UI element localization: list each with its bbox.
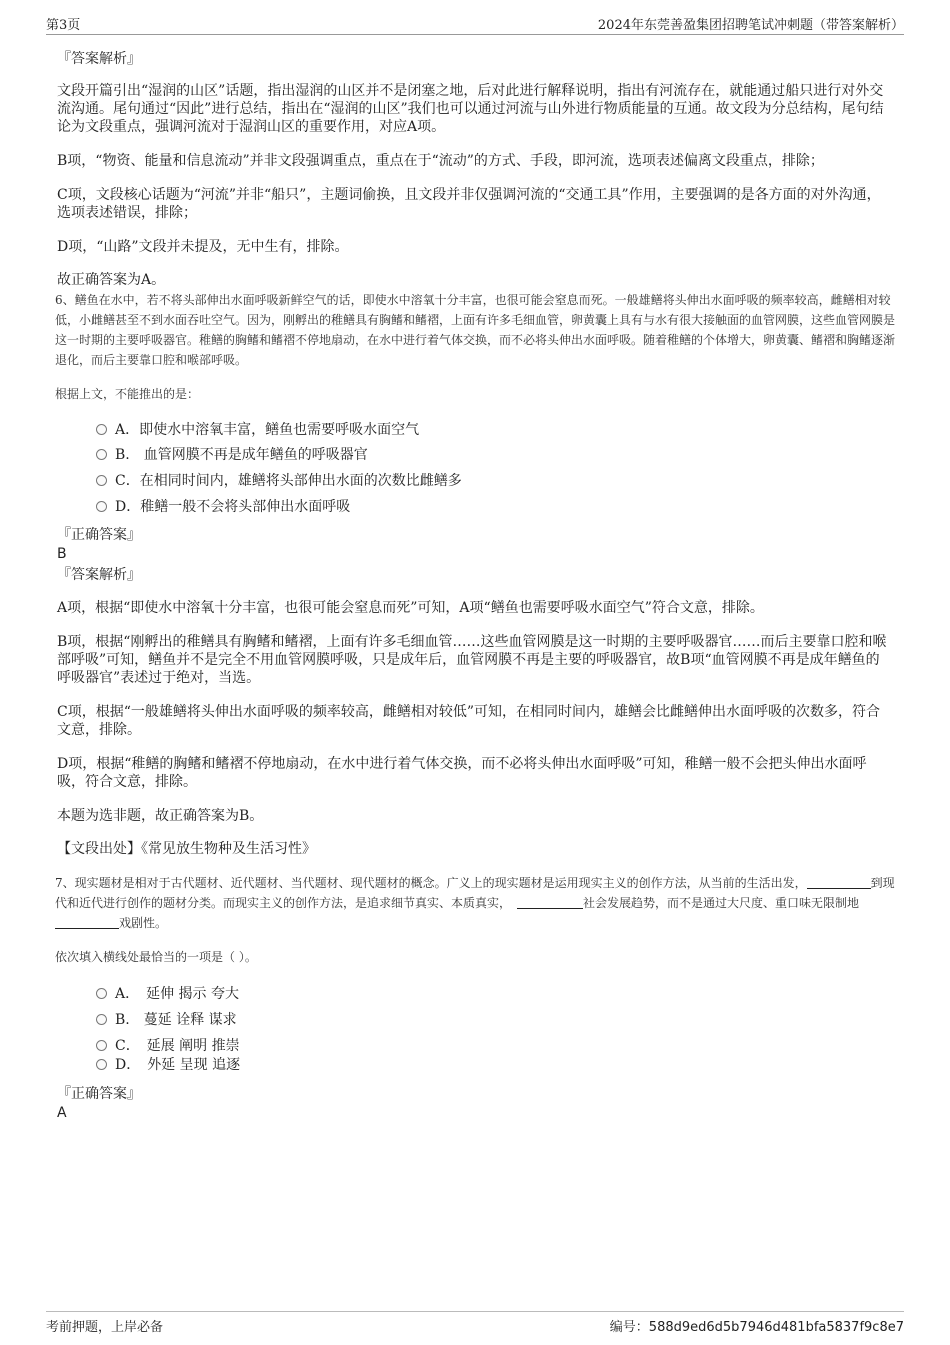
radio-icon[interactable]: [96, 988, 107, 999]
page-number: 第3页: [46, 18, 81, 33]
radio-icon[interactable]: [96, 1059, 107, 1070]
radio-icon[interactable]: [96, 1040, 107, 1051]
fill-blank-3[interactable]: [55, 916, 119, 929]
q7-option-d[interactable]: D． 外延 呈现 追逐: [96, 1055, 240, 1075]
q6-source: 【文段出处】《常见放生物种及生活习性》: [57, 841, 316, 857]
q6-analysis-conclusion: 本题为选非题，故正确答案为B。: [57, 808, 264, 824]
radio-icon[interactable]: [96, 501, 107, 512]
q7-option-a[interactable]: A． 延伸 揭示 夸大: [96, 984, 239, 1004]
footer-slogan: 考前押题，上岸必备: [46, 1320, 164, 1335]
radio-icon[interactable]: [96, 449, 107, 460]
q5-analysis-p2: B项，“物资、能量和信息流动”并非文段强调重点，重点在于“流动”的方式、手段，即河流，选项表述偏离文段重点，排除；: [57, 153, 824, 169]
q6-analysis-label: 『答案解析』: [57, 567, 141, 583]
q6-analysis-b: B项，根据“刚孵出的稚鳝具有胸鳍和鳍褶，上面有许多毛细血管……这些血管网膜是这一时期的主要呼吸器官……而后主要靠口腔和喉部呼吸”可知，鳝鱼并不是完全不用血管网膜呼吸，只是成年后，血管网膜不再是主要的呼吸器官，故B项“血管网膜不再是成年鳝鱼的呼吸器官”表述过于绝对，当选。: [57, 634, 887, 686]
q7-answer: A: [57, 1105, 67, 1121]
document-title: 2024年东莞善盈集团招聘笔试冲刺题（带答案解析）: [597, 18, 904, 33]
q7-stem: 7、现实题材是相对于古代题材、近代题材、当代题材、现代题材的概念。广义上的现实题材是运用现实主义的创作方法，从当前的生活出发， 到现代和近代进行创作的题材分类。而现实主义的创作方法，是追求细节真实、本质真实， 社会发展趋势，而不是通过大尺度、重口味无限制地戏剧性。: [55, 876, 895, 930]
fill-blank-2[interactable]: [517, 896, 583, 909]
page-header: [46, 14, 904, 35]
q5-analysis-p4: D项，“山路”文段并未提及，无中生有，排除。: [57, 239, 349, 255]
q6-analysis-c: C项，根据“一般雄鳝将头伸出水面呼吸的频率较高，雌鳝相对较低”可知，在相同时间内，雄鳝会比雌鳝伸出水面呼吸的次数多，符合文意，排除。: [57, 704, 881, 738]
q6-answer-label: 『正确答案』: [57, 527, 141, 543]
q5-analysis-label: 『答案解析』: [57, 51, 141, 67]
q5-analysis-p1: 文段开篇引出“湿润的山区”话题，指出湿润的山区并不是闭塞之地，后对此进行解释说明，指出有河流存在，就能通过船只进行对外交流沟通。尾句通过“因此”进行总结，指出在“湿润的山区”我们也可以通过河流与山外进行物质能量的互通。故文段为分总结构，尾句结论为文段重点，强调河流对于湿润山区的重要作用，对应A项。: [57, 83, 884, 135]
radio-icon[interactable]: [96, 424, 107, 435]
q7-option-b[interactable]: B. 蔓延 诠释 谋求: [96, 1010, 237, 1030]
q6-option-d[interactable]: D．稚鳝一般不会将头部伸出水面呼吸: [96, 497, 350, 517]
page-footer: [46, 1311, 904, 1335]
fill-blank-1[interactable]: [807, 876, 871, 889]
q6-answer: B: [57, 546, 67, 562]
q6-stem: 6、鳝鱼在水中，若不将头部伸出水面呼吸新鲜空气的话，即使水中溶氧十分丰富，也很可能会窒息而死。一般雄鳝将头伸出水面呼吸的频率较高，雌鳝相对较低，小雌鳝甚至不到水面吞吐空气。因为，刚孵出的稚鳝具有胸鳍和鳍褶，上面有许多毛细血管，卵黄囊上具有与水有很大接触面的血管网膜，这些血管网膜是这一时期的主要呼吸器官。稚鳝的胸鳍和鳍褶不停地扇动，在水中进行着气体交换，而不必将头伸出水面呼吸。随着稚鳝的个体增大，卵黄囊、鳍褶和胸鳍逐渐退化，而后主要靠口腔和喉部呼吸。: [55, 293, 896, 367]
document-code: 编号：588d9ed6d5b7946d481bfa5837f9c8e7: [609, 1320, 904, 1335]
q6-option-b[interactable]: B. 血管网膜不再是成年鳝鱼的呼吸器官: [96, 445, 368, 465]
q5-analysis-p3: C项，文段核心话题为“河流”并非“船只”，主题词偷换，且文段并非仅强调河流的“交通工具”作用，主要强调的是各方面的对外沟通，选项表述错误，排除；: [57, 187, 881, 221]
q5-answer-conclusion: 故正确答案为A。: [57, 272, 166, 288]
radio-icon[interactable]: [96, 475, 107, 486]
radio-icon[interactable]: [96, 1014, 107, 1025]
q6-analysis-a: A项，根据“即使水中溶氧十分丰富，也很可能会窒息而死”可知，A项“鳝鱼也需要呼吸水面空气”符合文意，排除。: [57, 600, 764, 616]
q7-prompt: 依次填入横线处最恰当的一项是（ ）。: [55, 950, 257, 964]
q7-option-c[interactable]: C． 延展 阐明 推崇: [96, 1036, 240, 1056]
q6-analysis-d: D项，根据“稚鳝的胸鳍和鳍褶不停地扇动，在水中进行着气体交换，而不必将头伸出水面呼吸”可知，稚鳝一般不会把头伸出水面呼吸，符合文意，排除。: [57, 756, 867, 790]
q6-option-a[interactable]: A．即使水中溶氧丰富，鳝鱼也需要呼吸水面空气: [96, 420, 419, 440]
q6-prompt: 根据上文，不能推出的是：: [55, 387, 200, 401]
q6-option-c[interactable]: C．在相同时间内，雄鳝将头部伸出水面的次数比雌鳝多: [96, 471, 462, 491]
q7-answer-label: 『正确答案』: [57, 1086, 141, 1102]
